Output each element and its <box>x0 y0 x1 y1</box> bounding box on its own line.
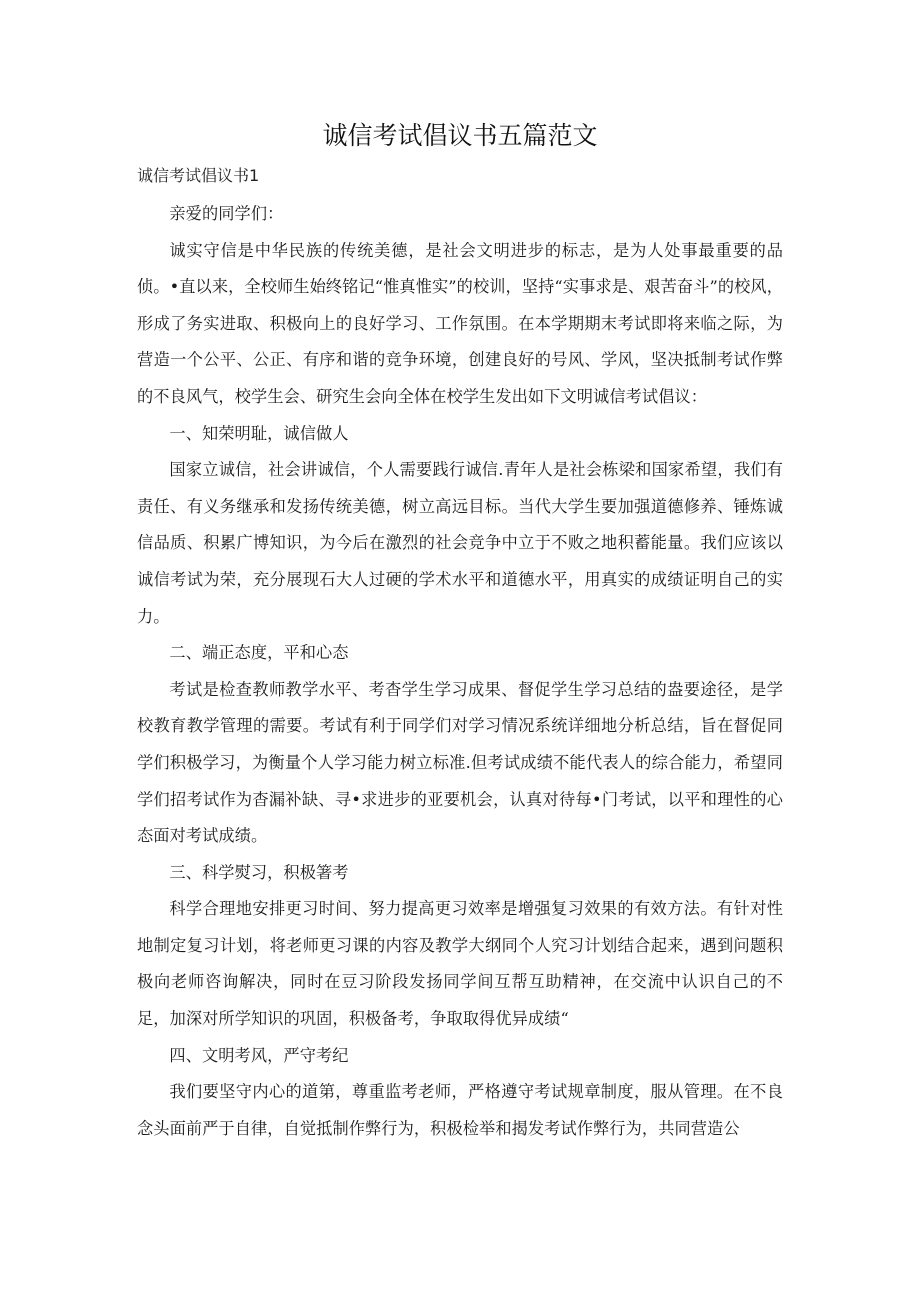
paragraph: 考试是检查教师教学水平、考杳学生学习成果、督促学生学习总结的盎要途径，是学校教育教学管理的需要。考试有利于同学们对学习情况系统详细地分析总结，旨在督促同学们积极学习，为衡量个人学习能力树立标准.但考试成绩不能代表人的综合能力，希望同学们招考试作为杳漏补缺、寻•求进步的亚要机会，认真对待每•门考试，以平和理性的心态面对考试成绩。 <box>137 679 783 846</box>
document-body <box>137 196 783 1147</box>
section-title: 一、知荣明耻，诚信做人 <box>169 423 349 443</box>
section-heading: 诚信考试倡议书1 <box>137 166 260 185</box>
paragraph: 我们要坚守内心的道第，尊重监考老师，严格遵守考试规章制度，服从管理。在不良念头面前严于自律，自觉抵制作弊行为，积极检举和揭发考试作弊行为，共同营造公 <box>137 1082 783 1138</box>
salutation: 亲爱的同学们： <box>169 204 284 223</box>
section-title: 四、文明考风，严守考纪 <box>169 1045 349 1065</box>
document-title: 诚信考试倡议书五篇范文 <box>322 121 598 150</box>
section-title: 二、端正态度，平和心态 <box>169 643 349 663</box>
paragraph: 科学合理地安排更习时间、努力提高更习效率是增强复习效果的有效方法。有针对性地制定复习计划，将老师更习课的内容及教学大纲同个人究习计划结合起来，遇到问题积极向老师咨询解决，同时在豆习阶段发扬同学间互帮互助精神，在交流中认识自己的不足，加深对所学知识的巩固，积极备考，争取取得优异成绩“ <box>137 899 783 1029</box>
paragraph: 诚实守信是中华民族的传统美德，是社会文明进步的标志，是为人处事最重要的品侦。•直以来，全校师生始终铭记“惟真惟实”的校训，坚持“实事求是、艰苦奋斗”的校风，形成了务实进取、积极向上的良好学习、工作氛围。在本学期期末考试即将来临之际，为营造一个公平、公正、有序和谐的竞争环境，创建良好的号风、学风，坚决抵制考试作弊的不良风气，校学生会、研究生会向全体在校学生发出如下文明诚信考试倡议： <box>137 240 783 406</box>
section-title: 三、科学熨习，积极箸考 <box>169 862 349 882</box>
paragraph: 国家立诚信，社会讲诚信，个人需要践行诚信.青年人是社会栋梁和国家希望，我们有责任、有义务继承和发扬传统美德，树立高远目标。当代大学生要加强道德修养、锤炼诚信品质、积累广博知识，为今后在激烈的社会竞争中立于不败之地积蓄能量。我们应该以诚信考试为荣，充分展现石大人过硬的学术水平和道德水平，用真实的成绩证明自己的实力。 <box>137 460 783 626</box>
